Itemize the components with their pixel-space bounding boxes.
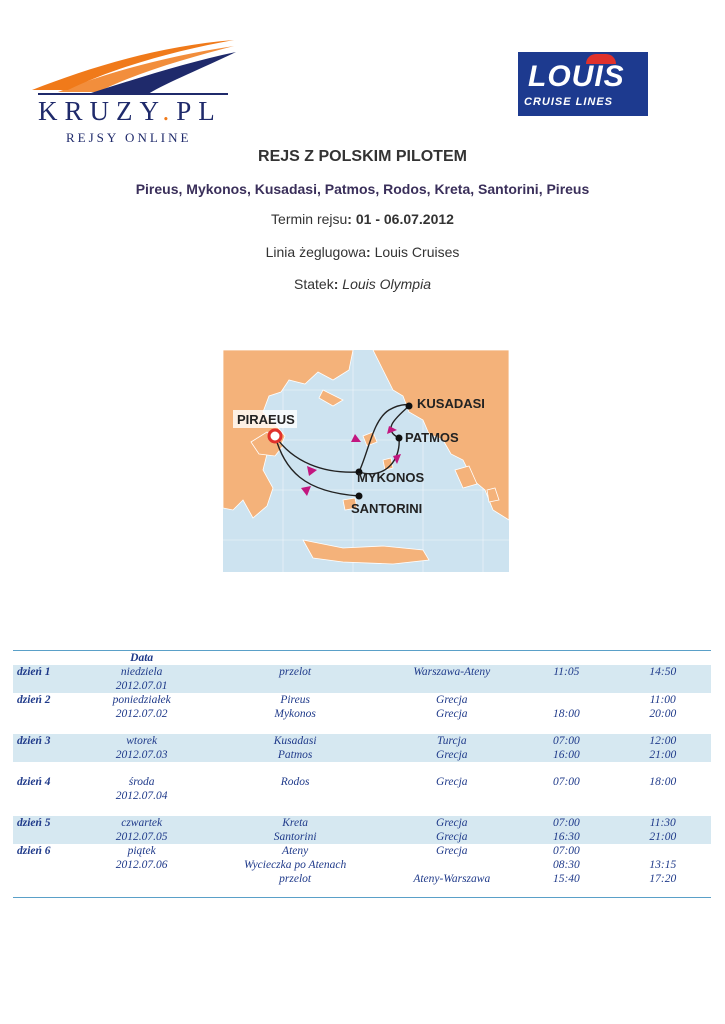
label-santorini: SANTORINI	[351, 501, 423, 516]
day-date-cell: niedziela	[78, 665, 205, 679]
cruise-term: Termin rejsu: 01 - 06.07.2012	[271, 211, 454, 227]
departure-cell: 11:00	[649, 694, 676, 706]
day-label: dzień 1	[13, 665, 78, 679]
place-cell: Pireus	[280, 694, 310, 706]
country-cell: Grecja	[385, 816, 518, 830]
arrival-cell: 15:40	[552, 873, 580, 885]
arrival-cell: 11:05	[518, 665, 614, 679]
place-cell	[205, 789, 385, 803]
arrival-cell: 16:00	[518, 748, 614, 762]
day-date-cell: poniedziałek	[112, 694, 171, 706]
place-cell: przelot	[205, 665, 385, 679]
table-row	[13, 679, 711, 693]
ship-name: Statek: Louis Olympia	[294, 276, 431, 292]
table-row	[13, 816, 711, 830]
place-cell: Kusadasi	[205, 734, 385, 748]
label-kusadasi: KUSADASI	[417, 396, 485, 411]
departure-cell	[615, 844, 711, 858]
departure-cell	[615, 679, 711, 693]
table-row	[13, 748, 711, 762]
place-cell: Mykonos	[274, 708, 316, 720]
country-cell: Grecja	[436, 845, 468, 857]
place-cell: przelot	[279, 873, 312, 885]
route-list: Pireus, Mykonos, Kusadasi, Patmos, Rodos, Kreta, Santorini, Pireus	[135, 181, 590, 197]
label-patmos: PATMOS	[405, 430, 459, 445]
arrival-cell	[518, 789, 614, 803]
place-cell: Rodos	[280, 776, 310, 788]
place-cell	[205, 679, 385, 693]
arrival-cell	[518, 693, 614, 707]
place-cell: Santorini	[205, 830, 385, 844]
place-cell: Wycieczka po Atenach	[244, 859, 347, 871]
arrival-cell: 07:00	[518, 816, 614, 830]
table-row	[13, 844, 711, 858]
day-date-cell: 2012.07.06	[115, 859, 168, 871]
day-label	[13, 872, 78, 886]
table-row	[13, 775, 711, 789]
day-label	[13, 830, 78, 844]
country-cell: Grecja	[385, 830, 518, 844]
departure-cell: 21:00	[615, 830, 711, 844]
route-map	[223, 350, 509, 572]
day-label: dzień 6	[17, 845, 51, 857]
day-date-cell: 2012.07.03	[78, 748, 205, 762]
day-date-cell: wtorek	[78, 734, 205, 748]
table-header-row	[13, 651, 711, 665]
country-cell: Warszawa-Ateny	[385, 665, 518, 679]
header-date: Data	[130, 652, 154, 664]
country-cell: Ateny-Warszawa	[413, 873, 491, 885]
country-cell: Grecja	[385, 748, 518, 762]
table-bottom-border	[13, 897, 711, 898]
table-row	[13, 858, 711, 872]
day-label: dzień 3	[13, 734, 78, 748]
arrival-cell: 07:00	[552, 776, 580, 788]
day-label	[13, 858, 78, 872]
arrival-cell: 07:00	[518, 734, 614, 748]
day-label	[13, 789, 78, 803]
port-patmos	[396, 435, 403, 442]
country-cell: Turcja	[385, 734, 518, 748]
departure-cell: 17:20	[649, 873, 677, 885]
port-santorini	[356, 493, 363, 500]
port-kusadasi	[406, 403, 413, 410]
departure-cell: 11:30	[615, 816, 711, 830]
departure-cell: 20:00	[649, 708, 677, 720]
departure-cell: 13:15	[649, 859, 677, 871]
day-label	[13, 679, 78, 693]
day-date-cell: 2012.07.05	[78, 830, 205, 844]
departure-cell: 14:50	[615, 665, 711, 679]
departure-cell: 18:00	[649, 776, 677, 788]
arrival-cell: 07:00	[552, 845, 580, 857]
port-piraeus	[269, 430, 281, 442]
place-cell: Ateny	[282, 845, 309, 857]
day-label	[13, 707, 78, 721]
louis-cruise-lines-logo: LOUIS CRUISE LINES	[518, 52, 648, 116]
departure-cell: 12:00	[615, 734, 711, 748]
table-row	[13, 872, 711, 886]
table-row	[13, 789, 711, 803]
day-date-cell: 2012.07.02	[115, 708, 168, 720]
label-mykonos: MYKONOS	[357, 470, 425, 485]
brand-tagline: REJSY ONLINE	[66, 130, 192, 145]
day-date-cell: 2012.07.01	[78, 679, 205, 693]
row-spacer	[13, 762, 711, 775]
day-date-cell: środa	[128, 776, 155, 788]
day-label	[13, 748, 78, 762]
brand-name: KRUZY.PL	[38, 96, 222, 126]
label-piraeus: PIRAEUS	[237, 412, 295, 427]
table-row	[13, 734, 711, 748]
departure-cell	[615, 789, 711, 803]
departure-cell: 21:00	[615, 748, 711, 762]
day-label: dzień 4	[17, 776, 51, 788]
table-row	[13, 693, 711, 707]
day-date-cell: 2012.07.04	[115, 790, 168, 802]
place-cell: Patmos	[205, 748, 385, 762]
arrival-cell: 16:30	[518, 830, 614, 844]
country-cell: Grecja	[436, 776, 468, 788]
schedule-table	[13, 651, 711, 886]
row-spacer	[13, 721, 711, 734]
table-row	[13, 830, 711, 844]
kruzy-logo	[28, 38, 243, 148]
country-cell: Grecja	[436, 708, 468, 720]
country-cell	[385, 679, 518, 693]
country-cell: Grecja	[436, 694, 468, 706]
arrival-cell	[518, 679, 614, 693]
arrival-cell: 08:30	[552, 859, 580, 871]
day-date-cell: czwartek	[78, 816, 205, 830]
day-label: dzień 5	[13, 816, 78, 830]
country-cell	[385, 858, 518, 872]
day-date-cell	[78, 872, 205, 886]
arrival-cell: 18:00	[552, 708, 580, 720]
day-date-cell: piątek	[127, 845, 156, 857]
shipping-line: Linia żeglugowa: Louis Cruises	[265, 244, 460, 260]
day-label: dzień 2	[17, 694, 51, 706]
wave-logo-icon	[28, 38, 243, 98]
table-row	[13, 665, 711, 679]
table-row	[13, 707, 711, 721]
page-title: REJS Z POLSKIM PILOTEM	[258, 148, 467, 165]
row-spacer	[13, 803, 711, 816]
place-cell: Kreta	[205, 816, 385, 830]
country-cell	[385, 789, 518, 803]
